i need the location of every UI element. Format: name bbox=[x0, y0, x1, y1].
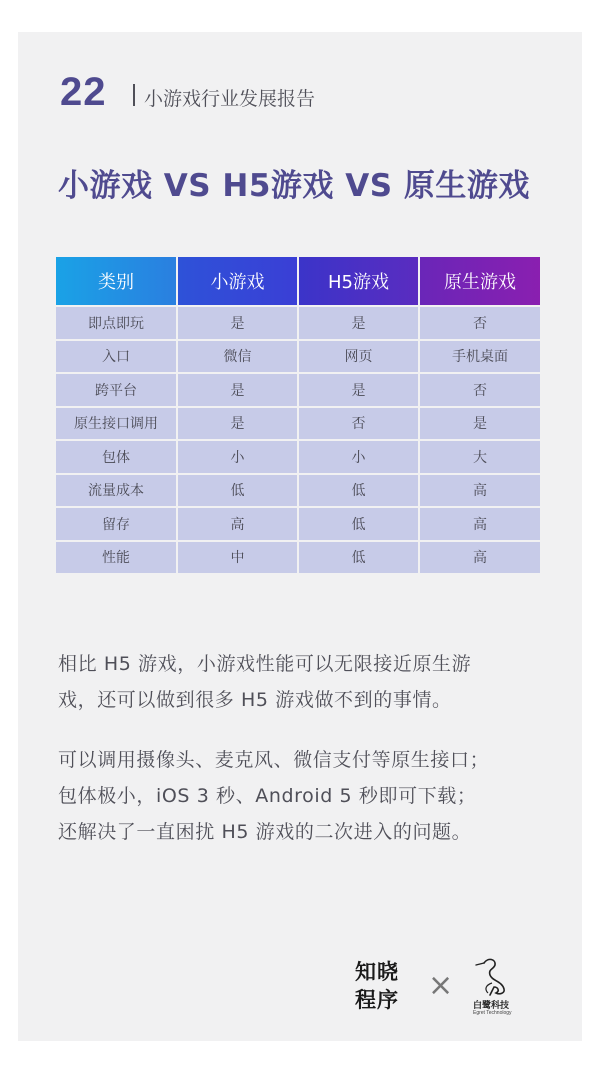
paragraph-line: 还解决了一直困扰 H5 游戏的二次进入的问题。 bbox=[58, 821, 472, 843]
times-icon: × bbox=[428, 968, 454, 1003]
zhixiao-logo bbox=[355, 958, 399, 1014]
paragraph-line: 可以调用摄像头、麦克风、微信支付等原生接口； bbox=[58, 749, 490, 771]
table-cell: 是 bbox=[177, 407, 298, 441]
table-row bbox=[56, 541, 540, 574]
column-header-h5-game: H5游戏 bbox=[298, 257, 419, 306]
table-cell: 是 bbox=[177, 306, 298, 340]
table-row bbox=[56, 340, 540, 374]
report-title-text: 小游戏行业发展报告 bbox=[144, 88, 316, 110]
table-row bbox=[56, 373, 540, 407]
table-row bbox=[56, 507, 540, 541]
column-header-mini-game: 小游戏 bbox=[177, 257, 298, 306]
table-cell: 低 bbox=[298, 474, 419, 508]
table-cell: 留存 bbox=[56, 507, 177, 541]
table-row bbox=[56, 306, 540, 340]
table-cell: 中 bbox=[177, 541, 298, 574]
table-cell: 低 bbox=[298, 541, 419, 574]
table-row bbox=[56, 440, 540, 474]
column-header-category: 类别 bbox=[56, 257, 177, 306]
table-cell: 是 bbox=[298, 373, 419, 407]
egret-subtitle: Egret Technology bbox=[473, 1010, 512, 1016]
table-cell: 否 bbox=[419, 373, 540, 407]
paragraph-features bbox=[58, 742, 558, 850]
paragraph-line: 相比 H5 游戏，小游戏性能可以无限接近原生游 bbox=[58, 653, 472, 675]
table-cell: 否 bbox=[298, 407, 419, 441]
table-cell: 小 bbox=[298, 440, 419, 474]
report-title bbox=[134, 84, 315, 111]
logo-line: 知晓 bbox=[355, 960, 399, 984]
paragraph-comparison bbox=[58, 646, 558, 718]
table-cell: 大 bbox=[419, 440, 540, 474]
table-cell: 是 bbox=[298, 306, 419, 340]
table-cell: 是 bbox=[419, 407, 540, 441]
page-number: 22 bbox=[60, 70, 107, 114]
table-cell: 低 bbox=[298, 507, 419, 541]
table-cell: 手机桌面 bbox=[419, 340, 540, 374]
paragraph-line: 戏，还可以做到很多 H5 游戏做不到的事情。 bbox=[58, 689, 452, 711]
table-cell: 即点即玩 bbox=[56, 306, 177, 340]
table-cell: 小 bbox=[177, 440, 298, 474]
logo-line: 程序 bbox=[355, 988, 399, 1012]
table-cell: 网页 bbox=[298, 340, 419, 374]
table-row bbox=[56, 474, 540, 508]
table-cell: 入口 bbox=[56, 340, 177, 374]
table-cell: 高 bbox=[419, 541, 540, 574]
comparison-table bbox=[56, 257, 540, 573]
table-cell: 性能 bbox=[56, 541, 177, 574]
table-cell: 高 bbox=[419, 507, 540, 541]
table-cell: 微信 bbox=[177, 340, 298, 374]
main-heading: 小游戏 VS H5游戏 VS 原生游戏 bbox=[58, 168, 530, 204]
table-cell: 否 bbox=[419, 306, 540, 340]
table-header-row bbox=[56, 257, 540, 306]
table-row bbox=[56, 407, 540, 441]
table-cell: 高 bbox=[419, 474, 540, 508]
column-header-native-game: 原生游戏 bbox=[419, 257, 540, 306]
table-cell: 是 bbox=[177, 373, 298, 407]
table-cell: 原生接口调用 bbox=[56, 407, 177, 441]
table-cell: 流量成本 bbox=[56, 474, 177, 508]
table-cell: 高 bbox=[177, 507, 298, 541]
table-cell: 低 bbox=[177, 474, 298, 508]
paragraph-line: 包体极小，iOS 3 秒、Android 5 秒即可下载； bbox=[58, 785, 477, 807]
table-cell: 跨平台 bbox=[56, 373, 177, 407]
egret-name: 白鹭科技 bbox=[473, 1001, 510, 1011]
table-cell: 包体 bbox=[56, 440, 177, 474]
